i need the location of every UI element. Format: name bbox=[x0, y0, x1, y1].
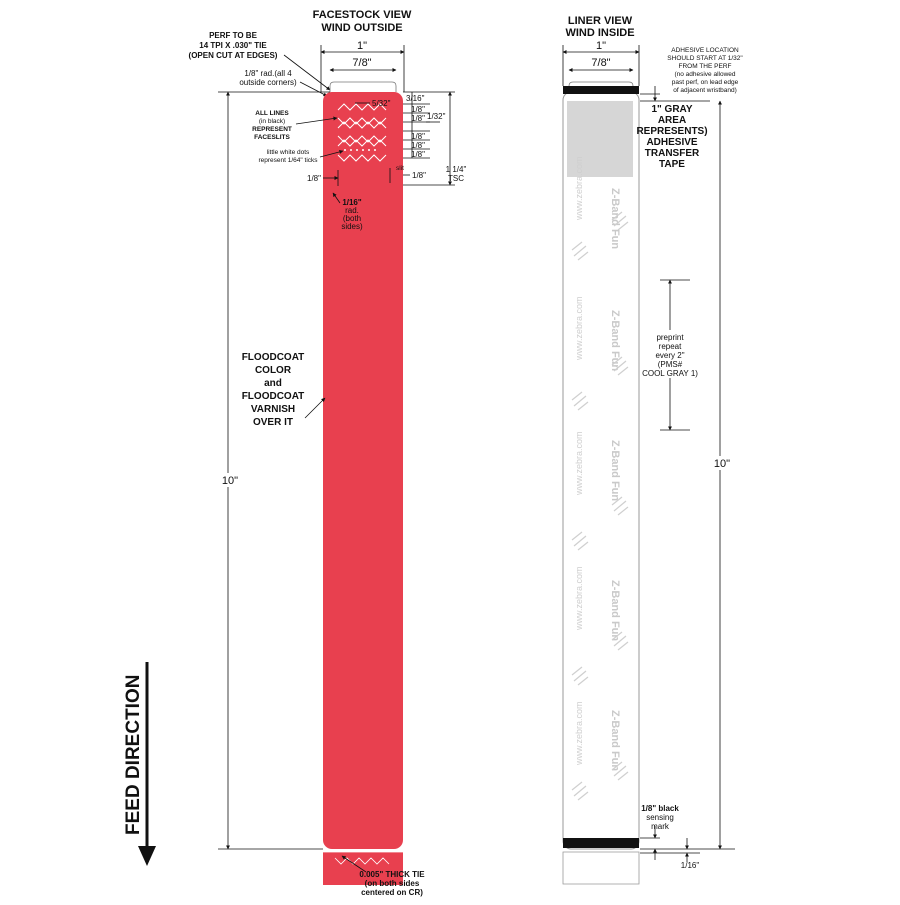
feed-arrow-icon bbox=[138, 846, 156, 866]
dim-3-16: 3/16" bbox=[406, 94, 425, 103]
dots-note-line2: represent 1/64" ticks bbox=[258, 157, 318, 164]
tsc-label: TSC bbox=[448, 174, 464, 183]
perf-note-line1: PERF TO BE bbox=[209, 31, 257, 40]
stack-dim-2: 1/8" bbox=[411, 114, 425, 123]
stack-dim-4: 1/8" bbox=[411, 141, 425, 150]
watermark-url: www.zebra.com bbox=[574, 701, 584, 765]
adhesive-note-line4: (no adhesive allowed bbox=[674, 71, 736, 78]
slit-label: slit bbox=[396, 165, 404, 172]
sensing-note-line3: mark bbox=[651, 822, 669, 831]
tie-note-line3: centered on CR) bbox=[361, 888, 423, 897]
radius-note-line2: rad. bbox=[345, 206, 359, 215]
radius-note-line4: sides) bbox=[341, 222, 363, 231]
facestock-width-outer: 1" bbox=[356, 40, 368, 52]
dim-1-16: 1/16" bbox=[680, 861, 700, 870]
adhesive-note-line2: SHOULD START AT 1/32" bbox=[667, 55, 743, 62]
gray-note-line2: AREA bbox=[657, 115, 687, 126]
liner-width-outer: 1" bbox=[595, 40, 607, 52]
floodcoat-note-line5: VARNISH bbox=[250, 404, 296, 415]
facestock-title-line2: WIND OUTSIDE bbox=[321, 22, 403, 34]
stack-dim-5: 1/8" bbox=[411, 150, 425, 159]
liner-view bbox=[563, 15, 743, 884]
facestock-view bbox=[189, 9, 467, 897]
lines-note-line3: REPRESENT bbox=[252, 126, 292, 133]
facestock-title-line1: FACESTOCK VIEW bbox=[312, 9, 412, 21]
floodcoat-note-line1: FLOODCOAT bbox=[241, 352, 305, 363]
perf-note-line2: 14 TPI X .030" TIE bbox=[199, 41, 267, 50]
watermark-url: www.zebra.com bbox=[574, 156, 584, 220]
gray-note-line3: REPRESENTS) bbox=[636, 126, 708, 137]
stack-dim-3: 1/8" bbox=[411, 132, 425, 141]
watermark-brand: Z-Band Fun bbox=[609, 710, 621, 772]
lines-note-line2: (in black) bbox=[258, 118, 286, 125]
dim-1-8-right: 1/8" bbox=[412, 171, 426, 180]
preprint-note-line1: preprint bbox=[656, 333, 684, 342]
sensing-note-line2: sensing bbox=[646, 813, 674, 822]
liner-title-line1: LINER VIEW bbox=[567, 15, 633, 27]
sensing-mark-top bbox=[563, 86, 639, 94]
corner-note-line2: outside corners) bbox=[239, 78, 297, 87]
facestock-length-dim: 10" bbox=[221, 475, 239, 487]
watermark-brand: Z-Band Fun bbox=[609, 440, 621, 502]
feed-direction-label: FEED DIRECTION bbox=[123, 674, 144, 835]
lines-note-line1: ALL LINES bbox=[255, 110, 289, 117]
watermark-brand: Z-Band Fun bbox=[609, 188, 621, 250]
sensing-note-line1: 1/8" black bbox=[641, 804, 679, 813]
dots-note-line1: little white dots bbox=[266, 149, 310, 156]
preprint-note-line5: COOL GRAY 1) bbox=[642, 369, 698, 378]
gray-note-line5: TRANSFER bbox=[644, 148, 700, 159]
adhesive-note-line1: ADHESIVE LOCATION bbox=[671, 47, 739, 54]
tsc-dim: 1 1/4" bbox=[445, 165, 467, 174]
liner-width-inner: 7/8" bbox=[591, 57, 611, 69]
dim-1-8-left: 1/8" bbox=[307, 174, 321, 183]
watermark-url: www.zebra.com bbox=[574, 431, 584, 495]
facestock-width-inner: 7/8" bbox=[352, 57, 372, 69]
floodcoat-note-line6: OVER IT bbox=[252, 417, 294, 428]
lines-note-line4: FACESLITS bbox=[254, 134, 290, 141]
liner-title-line2: WIND INSIDE bbox=[565, 27, 635, 39]
watermark-brand: Z-Band Fun bbox=[609, 580, 621, 642]
tie-note-line2: (on both sides bbox=[364, 879, 420, 888]
floodcoat-note-line3: and bbox=[264, 378, 282, 389]
dim-1-32: 1/32" bbox=[427, 112, 446, 121]
floodcoat-note-line2: COLOR bbox=[254, 365, 292, 376]
gray-note-line4: ADHESIVE bbox=[646, 137, 698, 148]
adhesive-note-line6: of adjacent wristband) bbox=[673, 87, 737, 94]
adhesive-note-line5: past perf, on lead edge bbox=[671, 79, 739, 86]
corner-note-line1: 1/8" rad.(all 4 bbox=[244, 69, 292, 78]
dim-5-32: 5/32" bbox=[372, 99, 391, 108]
feed-direction-indicator bbox=[123, 662, 156, 866]
radius-note-line1: 1/16" bbox=[342, 198, 362, 207]
watermark-brand: Z-Band Fun bbox=[609, 310, 621, 372]
floodcoat-band bbox=[323, 92, 403, 849]
stack-dim-1: 1/8" bbox=[411, 105, 425, 114]
preprint-note-line3: every 2" bbox=[655, 351, 685, 360]
tie-note-line1: 0.005" THICK TIE bbox=[359, 870, 425, 879]
liner-length-dim: 10" bbox=[713, 458, 731, 470]
sensing-mark-bottom bbox=[563, 838, 639, 848]
gray-note-line6: TAPE bbox=[659, 159, 685, 170]
perf-note-line3: (OPEN CUT AT EDGES) bbox=[188, 51, 278, 60]
preprint-note-line4: (PMS# bbox=[657, 360, 683, 369]
gray-note-line1: 1" GRAY bbox=[651, 104, 693, 115]
radius-note-line3: (both bbox=[342, 214, 362, 223]
floodcoat-note-line4: FLOODCOAT bbox=[241, 391, 305, 402]
watermark-url: www.zebra.com bbox=[574, 566, 584, 630]
preprint-note-line2: repeat bbox=[658, 342, 682, 351]
adhesive-note-line3: FROM THE PERF bbox=[678, 63, 732, 70]
watermark-url: www.zebra.com bbox=[574, 296, 584, 360]
